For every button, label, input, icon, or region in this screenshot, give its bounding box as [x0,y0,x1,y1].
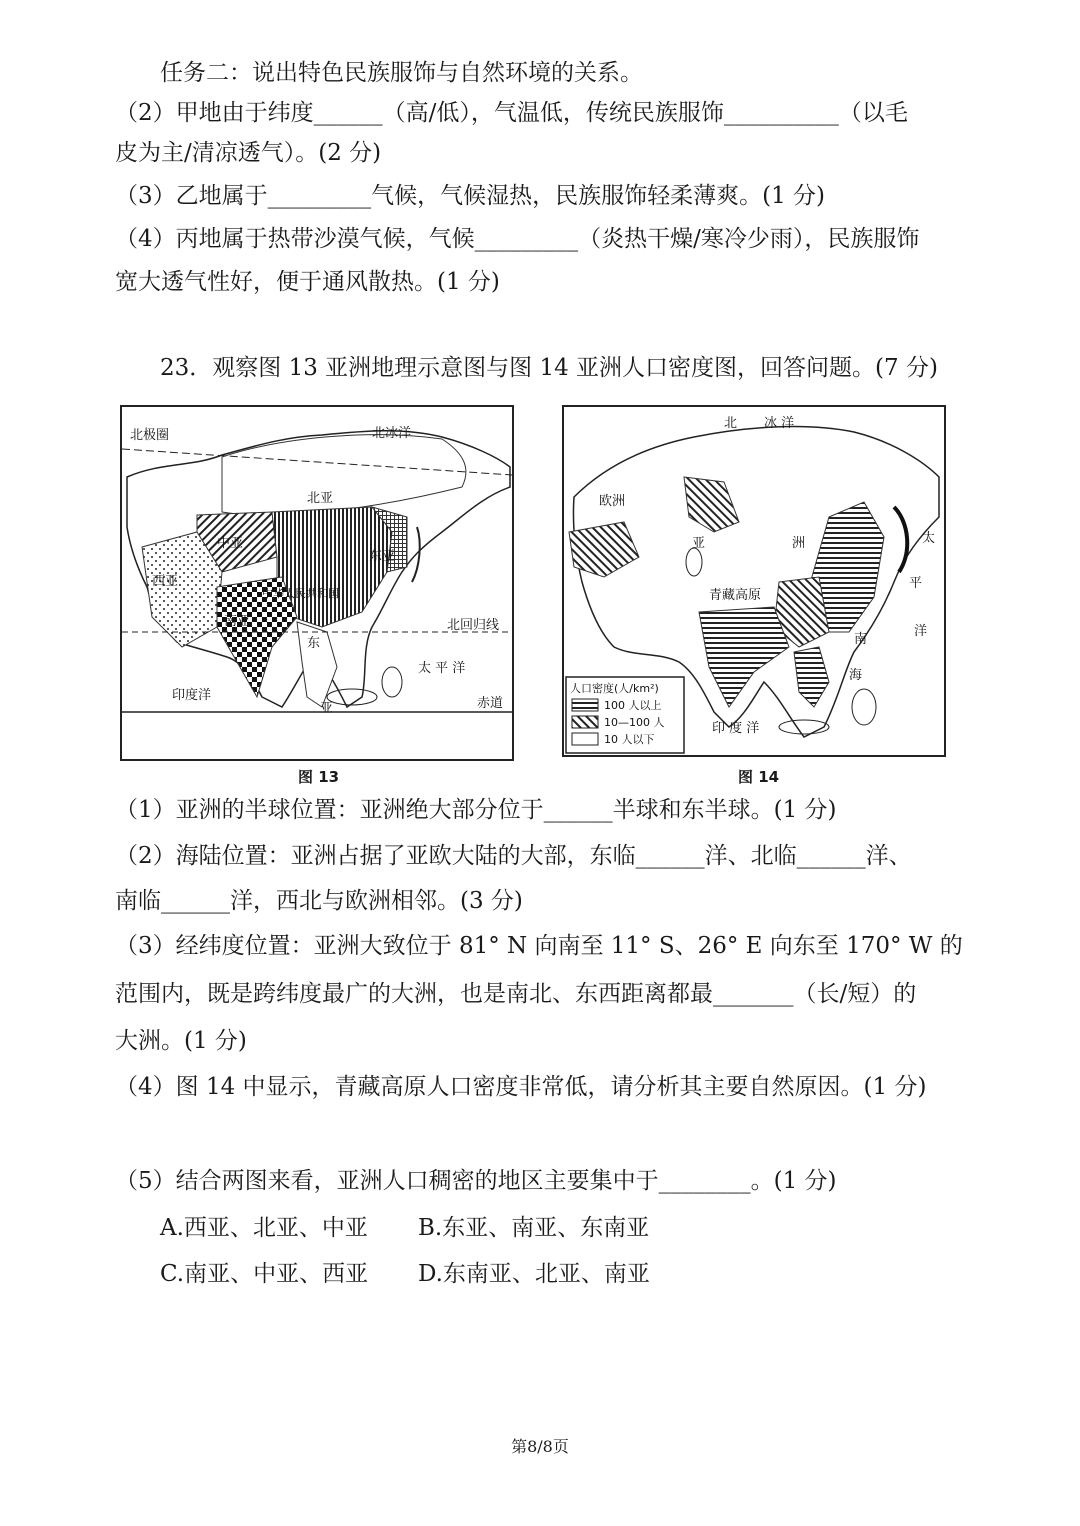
fig14-legend-item-1: 100 人以上 [604,699,662,712]
legend-swatch-medium [572,716,598,728]
fig13-island [382,667,402,697]
fig13-label-arctic-ocean: 北冰洋 [372,426,412,441]
fig13-label-west-asia: 西亚 [152,574,179,589]
figure-13-caption: 图 13 [298,768,340,786]
fig13-label-south-asia: 南亚 [224,614,251,629]
q23-sub3-line3: 大洲。(1 分) [115,1028,247,1054]
option-a: A.西亚、北亚、中亚 [160,1215,368,1241]
fig14-island [852,689,876,725]
q23-sub1: （1）亚洲的半球位置：亚洲绝大部分位于______半球和东半球。(1 分) [115,797,837,823]
q23-sub4: （4）图 14 中显示，青藏高原人口密度非常低，请分析其主要自然原因。(1 分) [115,1074,927,1100]
fig13-label-pacific: 太 平 洋 [418,661,466,676]
fig13-label-indian-ocean: 印度洋 [172,688,212,703]
fig13-island [327,689,377,705]
fig14-label-arctic-bingyang: 冰 洋 [764,416,795,431]
fig14-north-central-band [684,477,739,532]
q23-sub3-line1: （3）经纬度位置：亚洲大致位于 81° N 向南至 11° S、26° E 向东至 170° W 的 [115,933,963,959]
fig14-label-ping: 平 [909,576,923,591]
fig14-label-arctic-bei: 北 [724,416,738,431]
fig13-southeast-asia-region [297,622,337,707]
fig13-north-asia-region [222,435,466,515]
fig14-legend-title: 人口密度(人/km²) [570,682,659,695]
task2-q3: （3）乙地属于_________气候，气候湿热，民族服饰轻柔薄爽。(1 分) [115,183,826,209]
fig13-label-east: 东 [307,636,321,651]
fig14-caspian [686,548,702,576]
task2-q4-line1: （4）丙地属于热带沙漠气候，气候_________（炎热干燥/寒冷少雨），民族服饰 [115,226,920,252]
fig14-label-qinghai-tibet: 青藏高原 [709,588,762,603]
fig13-label-prc: 中华人民共和国 [262,587,339,600]
task2-heading: 任务二：说出特色民族服饰与自然环境的关系。 [160,60,643,86]
fig13-label-north-asia: 北亚 [307,491,334,506]
legend-swatch-sparse [572,733,598,745]
fig14-island [779,720,829,734]
fig13-label-central-asia: 中亚 [217,536,244,551]
fig14-europe-dense [569,522,639,577]
fig14-south-asia-dense [699,607,789,707]
figure-14-map [562,405,946,757]
q23-sub2-line2: 南临______洋，西北与欧洲相邻。(3 分) [115,888,523,914]
fig13-label-east-asia: 东亚 [369,549,396,564]
q23-sub5: （5）结合两图来看，亚洲人口稠密的地区主要集中于________。(1 分) [115,1168,837,1194]
q23-sub2-line1: （2）海陆位置：亚洲占据了亚欧大陆的大部，东临______洋、北临______洋、 [115,843,912,869]
fig14-label-hai: 海 [849,668,863,683]
option-d: D.东南亚、北亚、南亚 [418,1261,650,1287]
fig14-label-yang: 洋 [914,624,928,639]
fig14-label-indian-ocean: 印 度 洋 [712,721,760,736]
fig13-label-equator: 赤道 [477,696,504,711]
fig14-legend-item-2: 10—100 人 [604,716,665,729]
fig13-label-asia-small: 亚 [320,701,334,716]
task2-q2-line1: （2）甲地由于纬度______（高/低），气温低，传统民族服饰__________（以毛 [115,100,908,126]
fig14-label-tai: 太 [922,531,936,546]
fig14-label-ya: 亚 [692,536,706,551]
fig13-label-arctic-circle: 北极圈 [130,428,170,443]
q23-sub3-line2: 范围内，既是跨纬度最广的大洲，也是南北、东西距离都最_______（长/短）的 [115,981,917,1007]
option-c: C.南亚、中亚、西亚 [160,1261,369,1287]
fig14-label-nan: 南 [854,632,868,647]
fig14-indochina [794,647,829,707]
fig14-legend [566,677,684,753]
fig14-legend-item-3: 10 人以下 [604,733,655,746]
fig13-label-tropic: 北回归线 [447,618,500,633]
figure-14-caption: 图 14 [738,768,780,786]
task2-q2-line2: 皮为主/清凉透气）。(2 分) [115,140,382,166]
task2-q4-line2: 宽大透气性好，便于通风散热。(1 分) [115,269,500,295]
fig14-japan-dense [894,507,907,572]
fig14-label-europe: 欧洲 [599,494,626,509]
q23-title: 23．观察图 13 亚洲地理示意图与图 14 亚洲人口密度图，回答问题。(7 分) [160,355,938,381]
option-b: B.东亚、南亚、东南亚 [418,1215,650,1241]
figure-13-map [120,405,514,761]
page-number: 第8/8页 [511,1437,569,1456]
legend-swatch-dense [572,699,598,711]
fig14-label-zhou: 洲 [792,536,806,551]
